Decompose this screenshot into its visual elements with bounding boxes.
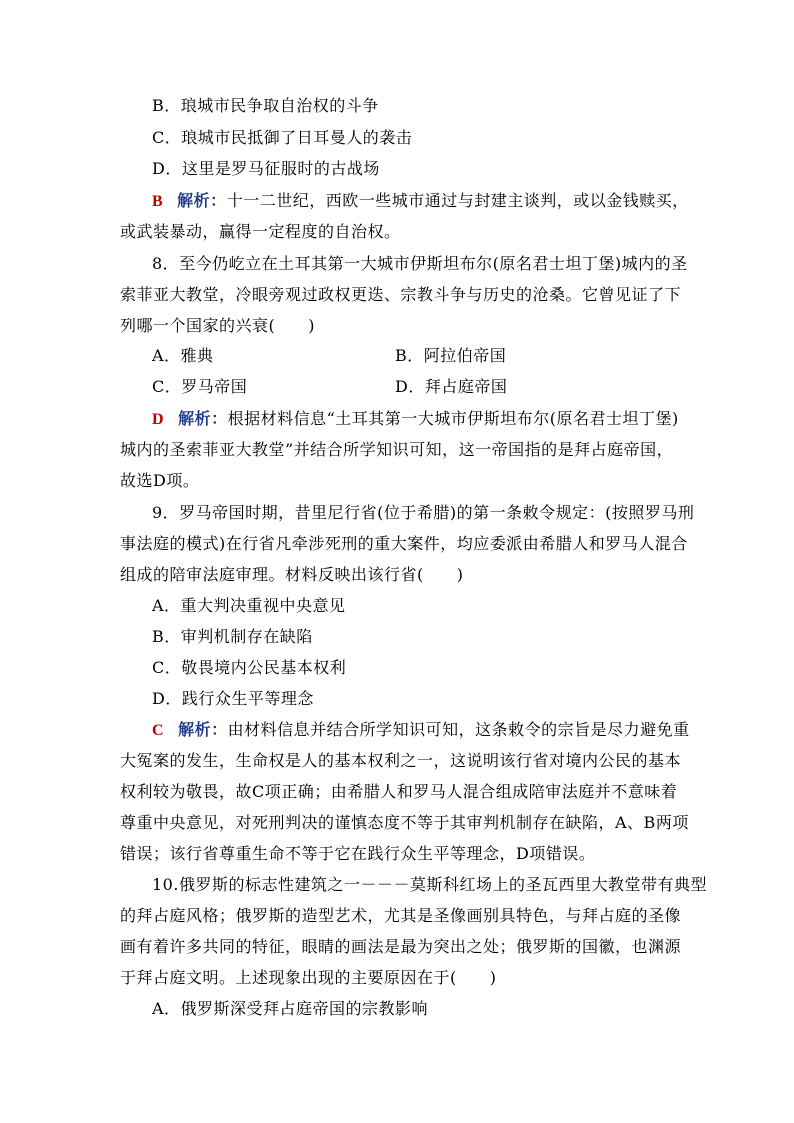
q8-option-b: B．阿拉伯帝国 [395,346,507,365]
q9-stem-line-2: 事法庭的模式)在行省凡牵涉死刑的重大案件，均应委派由希腊人和罗马人混合 [120,534,688,553]
q7-analysis-text-1: 十一二世纪，西欧一些城市通过与封建主谈判，或以金钱赎买， [226,191,689,210]
q9-stem-line-3: 组成的陪审法庭审理。材料反映出该行省( ) [120,565,464,584]
q10-stem-line-4: 于拜占庭文明。上述现象出现的主要原因在于( ) [120,968,497,987]
q9-option-c: C．敬畏境内公民基本权利 [152,658,347,677]
q8-analysis-text-1: 根据材料信息“土耳其第一大城市伊斯坦布尔(原名君士坦丁堡) [227,409,679,428]
q8-analysis-line-1 [152,409,679,430]
q7-option-d: D．这里是罗马征服时的古战场 [152,159,380,178]
q10-stem-line-3: 画有着许多共同的特征，眼睛的画法是最为突出之处；俄罗斯的国徽，也渊源 [120,937,682,956]
q9-answer: C [152,722,165,739]
q9-option-d: D．践行众生平等理念 [152,689,314,708]
q10-option-a: A．俄罗斯深受拜占庭帝国的宗教影响 [152,999,429,1018]
q9-stem-line-1: 9．罗马帝国时期，昔里尼行省(位于希腊)的第一条敕令规定：(按照罗马刑 [152,503,695,522]
q8-stem-line-2: 索菲亚大教堂，冷眼旁观过政权更迭、宗教斗争与历史的沧桑。它曾见证了下 [120,285,682,304]
q7-analysis-line-1 [152,191,689,212]
q9-analysis-line-5: 错误；该行省尊重生命不等于它在践行众生平等理念，D项错误。 [120,844,596,863]
q10-stem-line-1: 10.俄罗斯的标志性建筑之一－－－莫斯科红场上的圣瓦西里大教堂带有典型 [152,875,707,894]
q7-analysis-label: 解析： [177,191,227,210]
q8-option-c: C．罗马帝国 [152,377,248,396]
q9-analysis-line-2: 大冤案的发生，生命权是人的基本权利之一，这说明该行省对境内公民的基本 [120,751,682,770]
q8-option-d: D．拜占庭帝国 [395,377,508,396]
q8-answer: D [152,411,165,428]
q8-stem-line-3: 列哪一个国家的兴衰( ) [120,316,315,335]
q9-analysis-line-4: 尊重中央意见，对死刑判决的谨慎态度不等于其审判机制存在缺陷，A、B两项 [120,813,689,832]
q9-analysis-line-3: 权利较为敬畏，故C项正确；由希腊人和罗马人混合组成陪审法庭并不意味着 [120,782,678,801]
q7-answer: B [152,193,164,210]
q9-option-a: A．重大判决重视中央意见 [152,596,346,615]
q7-option-b: B．琅城市民争取自治权的斗争 [152,96,379,115]
q10-stem-line-2: 的拜占庭风格；俄罗斯的造型艺术，尤其是圣像画别具特色，与拜占庭的圣像 [120,906,682,925]
q8-option-a: A．雅典 [152,346,214,365]
q9-analysis-text-1: 由材料信息并结合所学知识可知，这条敕令的宗旨是尽力避免重 [227,720,690,739]
q8-analysis-label: 解析： [178,409,228,428]
q9-option-b: B．审判机制存在缺陷 [152,627,313,646]
q9-analysis-label: 解析： [178,720,228,739]
q7-analysis-line-2: 或武装暴动，赢得一定程度的自治权。 [120,222,401,241]
q8-analysis-line-2: 城内的圣索菲亚大教堂”并结合所学知识可知，这一帝国指的是拜占庭帝国， [120,440,674,459]
q8-analysis-line-3: 故选D项。 [120,471,200,490]
q8-stem-line-1: 8．至今仍屹立在土耳其第一大城市伊斯坦布尔(原名君士坦丁堡)城内的圣 [152,254,688,273]
q9-analysis-line-1 [152,720,690,741]
q7-option-c: C．琅城市民抵御了日耳曼人的袭击 [152,128,413,147]
